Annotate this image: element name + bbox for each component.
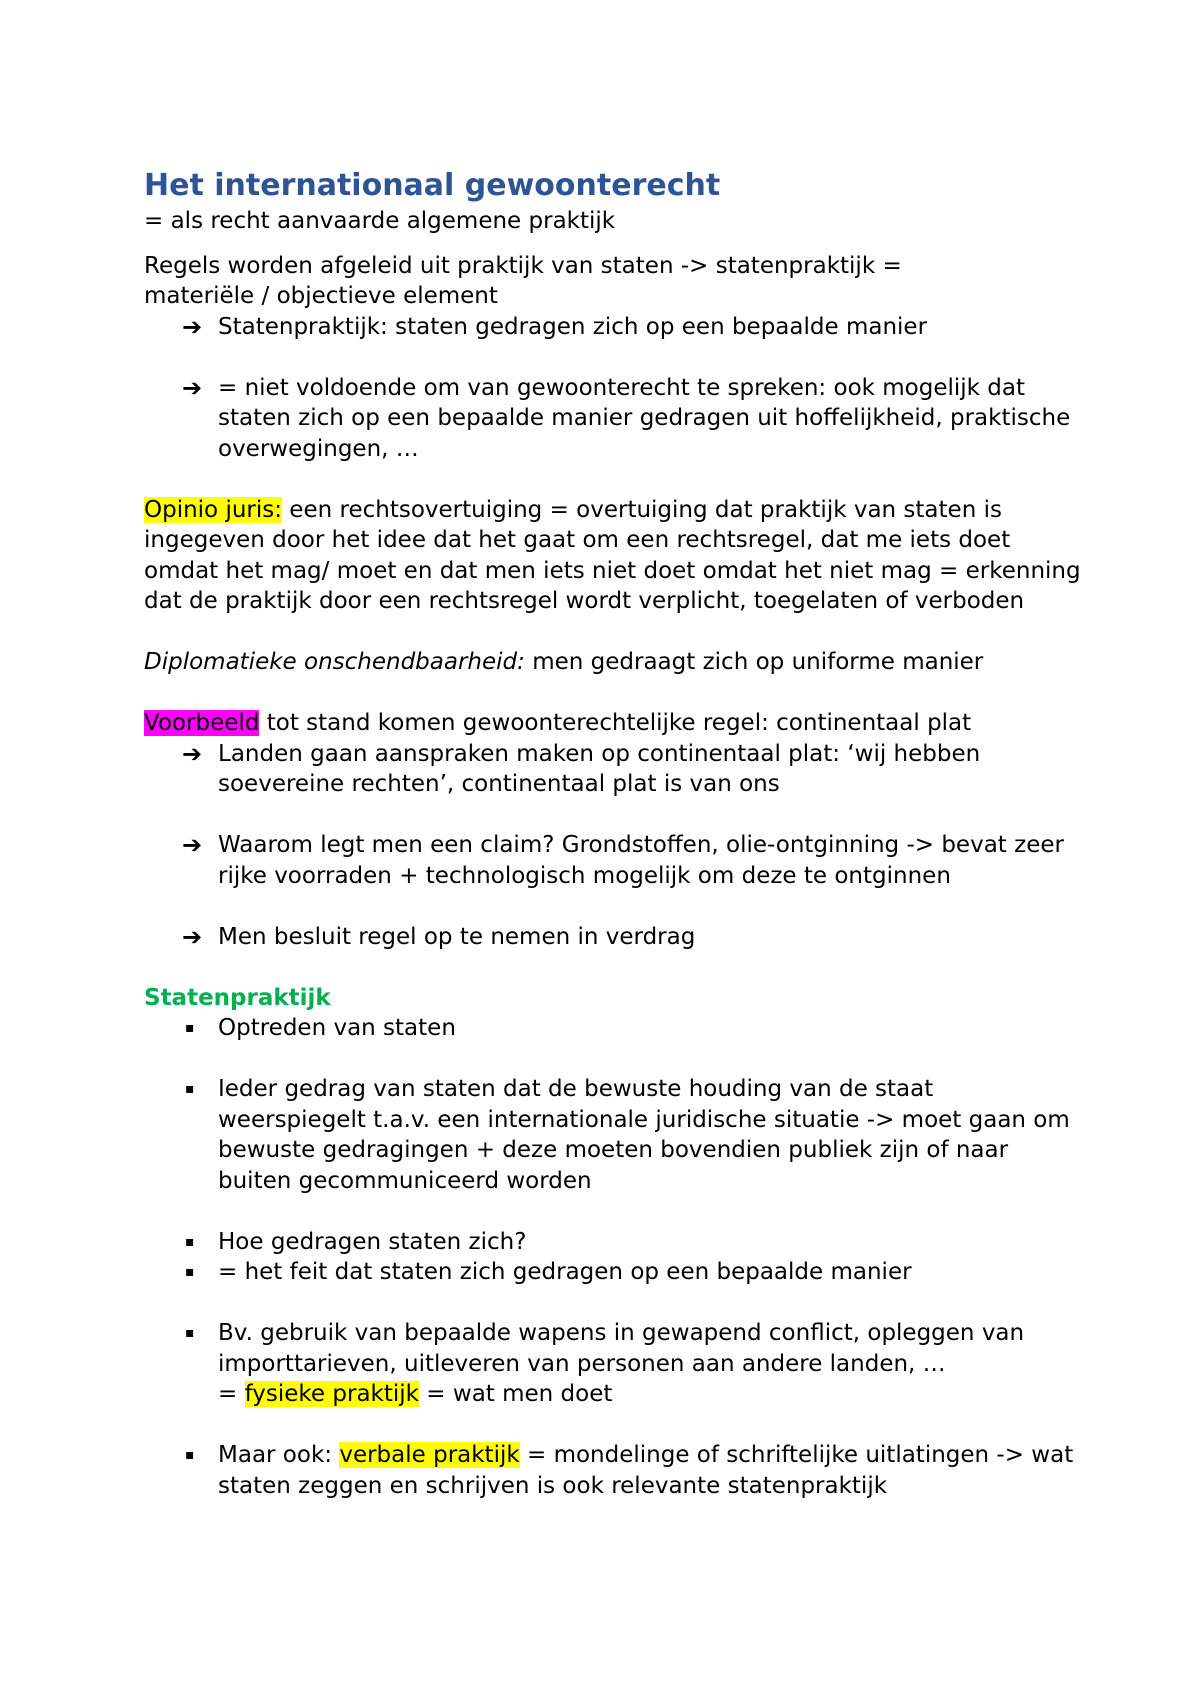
intro-line-2: materiële / objectieve element (144, 283, 498, 309)
arrow-bullet-icon: ➔ (182, 312, 203, 341)
page-title: Het internationaal gewoonterecht (144, 168, 721, 203)
list-item-text: Landen gaan aanspraken maken op continentaal plat: ‘wij hebben soevereine rechten’, continentaal plat is van ons (218, 740, 981, 797)
list-item-text: Hoe gedragen staten zich? (218, 1228, 527, 1255)
paragraph-text: tot stand komen gewoonterechtelijke regel: continentaal plat (259, 710, 972, 736)
diplomatiek-paragraph (144, 647, 1084, 678)
highlighted-term: fysieke praktijk (244, 1381, 419, 1407)
bullet-list-item (144, 1257, 1084, 1288)
list-item-text: = het feit dat staten zich gedragen op een bepaalde manier (218, 1259, 912, 1285)
arrow-list-item (144, 739, 1084, 800)
document-body (144, 166, 1084, 1501)
voorbeeld-paragraph (144, 708, 1084, 739)
paragraph-text: een rechtsovertuiging = overtuiging dat praktijk van staten is ingegeven door het idee dat het gaat om een rechtsregel, dat me iets doet omdat het mag/ moet en dat men iets niet doet omdat het niet mag = erkenning dat de praktijk door een rechtsregel wordt verplicht, toegelaten of verboden (144, 496, 1081, 614)
arrow-list-item (144, 373, 1084, 465)
list-item-text: Waarom legt men een claim? Grondstoffen, olie-ontginning -> bevat zeer rijke voorraden + technologisch mogelijk om deze te ontginnen (218, 832, 1064, 889)
subtitle: = als recht aanvaarde algemene praktijk (144, 208, 616, 234)
square-bullet-icon: ▪ (185, 1447, 195, 1463)
bullet-list-item (144, 1227, 1084, 1258)
highlighted-term: Voorbeeld (144, 710, 260, 736)
highlighted-term: Opinio juris: (144, 496, 282, 523)
arrow-bullet-icon: ➔ (182, 373, 203, 402)
arrow-list-item (144, 830, 1084, 891)
list-item-text: Maar ook: (218, 1442, 340, 1468)
square-bullet-icon: ▪ (185, 1081, 195, 1097)
arrow-list-item (144, 312, 1084, 343)
intro-paragraph (144, 251, 1084, 312)
square-bullet-icon: ▪ (185, 1020, 195, 1036)
square-bullet-icon: ▪ (185, 1264, 195, 1280)
bullet-list-item (144, 1440, 1084, 1501)
list-item-text: = niet voldoende om van gewoonterecht te spreken: ook mogelijk dat staten zich op een bepaalde manier gedragen uit hoffelijkheid, praktische overwegingen, … (218, 374, 1071, 462)
bullet-list-item (144, 1013, 1084, 1044)
bullet-list-item (144, 1074, 1084, 1196)
arrow-list-item (144, 922, 1084, 953)
arrow-bullet-icon: ➔ (182, 922, 203, 951)
opinio-juris-paragraph (144, 495, 1084, 617)
square-bullet-icon: ▪ (185, 1233, 195, 1250)
square-bullet-icon: ▪ (185, 1325, 195, 1341)
section-heading: Statenpraktijk (144, 984, 331, 1011)
list-item-text: Bv. gebruik van bepaalde wapens in gewapend conflict, opleggen van importtarieven, uitleveren van personen aan andere landen, … (218, 1320, 1025, 1377)
list-item-text: Men besluit regel op te nemen in verdrag (218, 923, 696, 950)
italic-term: Diplomatieke onschendbaarheid: (144, 649, 525, 675)
arrow-bullet-icon: ➔ (182, 739, 203, 768)
list-item-text: = mondelinge of schriftelijke uitlatingen -> wat staten zeggen en schrijven is ook relevante statenpraktijk (218, 1442, 1074, 1499)
list-item-text: = wat men doet (418, 1381, 613, 1407)
list-item-text: = (218, 1381, 245, 1407)
list-item-text: Optreden van staten (218, 1015, 456, 1041)
bullet-list-item (144, 1318, 1084, 1410)
intro-line-1: Regels worden afgeleid uit praktijk van staten -> statenpraktijk = (144, 252, 902, 279)
list-item-text: Statenpraktijk: staten gedragen zich op een bepaalde manier (218, 313, 928, 340)
list-item-text: Ieder gedrag van staten dat de bewuste houding van de staat weerspiegelt t.a.v. een internationale juridische situatie -> moet gaan om bewuste gedragingen + deze moeten bovendien publiek zijn of naar buiten gecommuniceerd worden (218, 1076, 1070, 1194)
paragraph-text: men gedraagt zich op uniforme manier (524, 649, 984, 675)
highlighted-term: verbale praktijk (339, 1442, 520, 1468)
arrow-bullet-icon: ➔ (182, 831, 203, 859)
